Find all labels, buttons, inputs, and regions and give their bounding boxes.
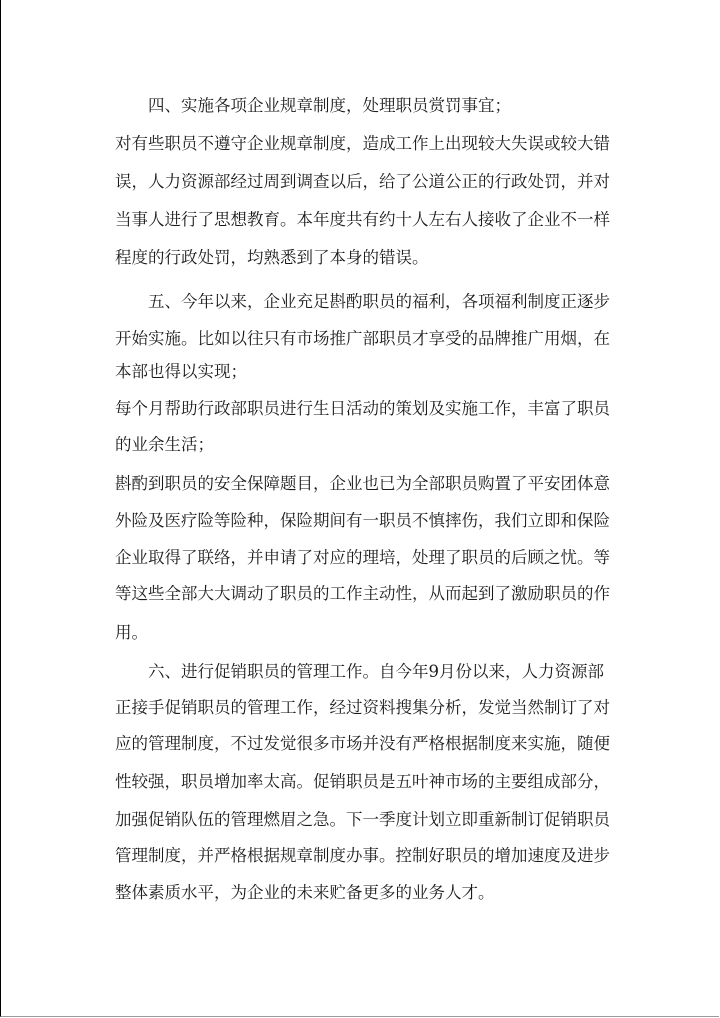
- text-line: 对有些职员不遵守企业规章制度，造成工作上出现较大失误或较大错: [115, 134, 610, 153]
- text-line: 用。: [115, 623, 148, 642]
- text-line: 管理制度，并严格根据规章制度办事。控制好职员的增加速度及进步: [115, 846, 610, 865]
- section-6-heading: 六、进行促销职员的管理工作。自今年9月份以来，人力资源部: [148, 662, 604, 681]
- text-line: 误，人力资源部经过周到调查以后，给了公道公正的行政处罚，并对: [115, 172, 610, 191]
- section-4-heading: 四、实施各项企业规章制度，处理职员赏罚事宜；: [148, 96, 511, 115]
- text-line: 企业取得了联络，并申请了对应的理培，处理了职员的后顾之忧。等: [115, 548, 610, 567]
- text-line: 等这些全部大大调动了职员的工作主动性，从而起到了激励职员的作: [115, 584, 610, 603]
- text-line: 正接手促销职员的管理工作，经过资料搜集分析，发觉当然制订了对: [115, 698, 610, 717]
- text-line: 外险及医疗险等险种，保险期间有一职员不慎摔伤，我们立即和保险: [115, 511, 610, 530]
- text-line: 开始实施。比如以往只有市场推广部职员才享受的品牌推广用烟，在: [115, 329, 610, 348]
- text-line: 当事人进行了思想教育。本年度共有约十人左右人接收了企业不一样: [115, 210, 610, 229]
- text-line: 性较强，职员增加率太高。促销职员是五叶神市场的主要组成部分，: [115, 772, 610, 791]
- text-line: 斟酌到职员的安全保障题目，企业也已为全部职员购置了平安团体意: [115, 474, 610, 493]
- text-line: 程度的行政处罚，均熟悉到了本身的错误。: [115, 248, 429, 267]
- text-line: 本部也得以实现；: [115, 362, 247, 381]
- text-line: 的业余生活；: [115, 435, 214, 454]
- text-line: 加强促销队伍的管理燃眉之急。下一季度计划立即重新制订促销职员: [115, 810, 610, 829]
- text-line: 每个月帮助行政部职员进行生日活动的策划及实施工作，丰富了职员: [115, 399, 610, 418]
- text-line: 应的管理制度，不过发觉很多市场并没有严格根据制度来实施，随便: [115, 734, 610, 753]
- section-5-heading: 五、今年以来，企业充足斟酌职员的福利，各项福利制度正逐步: [148, 292, 610, 311]
- text-line: 整体素质水平，为企业的未来贮备更多的业务人才。: [115, 883, 495, 902]
